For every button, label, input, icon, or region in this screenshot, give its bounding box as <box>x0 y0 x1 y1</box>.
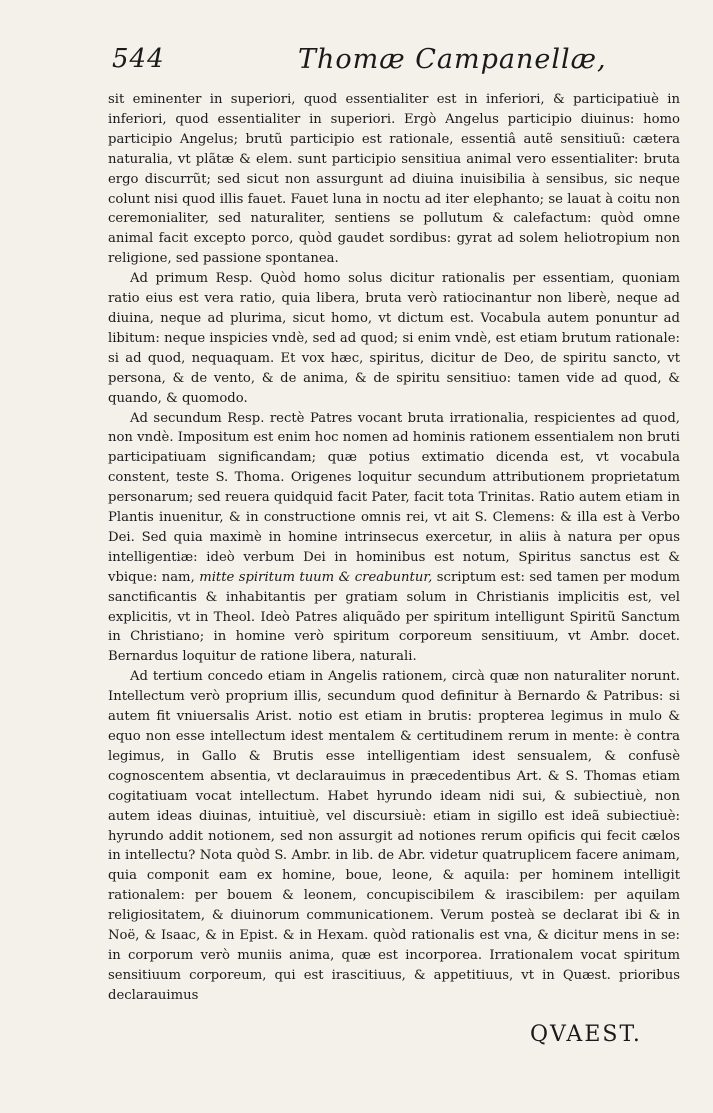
catchword: QVAEST. <box>530 1022 642 1047</box>
paragraph-3-text-before: Ad secundum Resp. rectè Patres vocant bruta irrationalia, respicientes ad quod, non vndè. Impositum est enim hoc nomen ad hominis rationem essentialem non bruti participatiuam significandam; quæ potius extimatio dicenda est, vt vocabula constent, teste S. Thoma. Origenes loquitur secundum attributionem proprietatum personarum; sed reuera quidquid facit Pater, facit tota Trinitas. Ratio autem etiam in Plantis inuenitur, & in constructione omnis rei, vt ait S. Clemens: & illa est à Verbo Dei. Sed quia maximè in homine intrinsecus exercetur, in aliis à natura per opus intelligentiæ: ideò verbum Dei in hominibus est notum, Spiritus sanctus est & vbique: nam, <box>108 410 680 585</box>
paragraph-3 <box>108 409 680 668</box>
body-text <box>108 90 680 1006</box>
paragraph-1: sit eminenter in superiori, quod essentialiter est in inferiori, & participatiuè in inferiori, quod essentialiter in superiori. Ergò Angelus participio diuinus: homo participio Angelus; brutũ participio est rationale, essentiâ autẽ sensitiuũ: cætera naturalia, vt plãtæ & elem. sunt participio sensitiua animal vero essentialiter: bruta ergo discurrũt; sed sicut non assurgunt ad diuina inuisibilia à sensibus, sic neque colunt nisi quod illis fauet. Fauet luna in noctu ad iter elephanto; se lauat à coitu non ceremonialiter, sed naturaliter, sentiens se pollutum & calefactum: quòd omne animal facit excepto porco, quòd gaudet sordibus: gyrat ad solem heliotropium non religione, sed passione spontanea. <box>108 92 680 267</box>
paragraph-4: Ad tertium concedo etiam in Angelis rationem, circà quæ non naturaliter norunt. Intellectum verò proprium illis, secundum quod definitur à Bernardo & Patribus: si autem fit vniuersalis Arist. notio est etiam in brutis: propterea legimus in mulo & equo non esse intellectum idest mentalem & certitudinem rerum in mente: è contra legimus, in Gallo & Brutis esse intelligentiam idest sensualem, & confusè cognoscentem absentia, vt declarauimus in præcedentibus Art. & S. Thomas etiam cogitatiuam vocat intellectum. Habet hyrundo ideam nidi sui, & subiectiuè, non autem ideas diuinas, intuitiuè, vel discursiuè: etiam in sigillo est ideã subiectiuè: hyrundo addit notionem, sed non assurgit ad notiones rerum opificis qui fecit cælos in intellectu? Nota quòd S. Ambr. in lib. de Abr. videtur quatruplicem facere animam, quia componit eam ex homine, boue, leone, & aquila: per hominem intelligit rationalem: per bouem & leonem, concupiscibilem & irascibilem: per aquilam religiositatem, & diuinorum communicationem. Verum posteà se declarat ibi & in Noë, & Isaac, & in Epist. & in Hexam. quòd rationalis est vna, & dicitur mens in se: in corporum verò muniis anima, quæ est incorporea. Irrationalem vocat spiritum sensitiuum corporeum, qui est irascitiuus, & appetitiuus, vt in Quæst. prioribus declarauimus <box>108 669 680 1003</box>
paragraph-3-text-after: scriptum est: sed tamen per modum sanctificantis & inhabitantis per gratiam solum in Christianis implicitis est, vel explicitis, vt in Theol. Ideò Patres aliquãdo per spiritum intelligunt Spiritũ Sanctum in Christiano; in homine verò spiritum corporeum sensitiuum, vt Ambr. docet. Bernardus loquitur de ratione libera, naturali. <box>108 569 681 665</box>
paragraph-3-italic-quote: mitte spiritum tuum & creabuntur, <box>199 569 433 585</box>
page-header <box>108 44 683 88</box>
page-number: 544 <box>112 44 165 74</box>
paragraph-2: Ad primum Resp. Quòd homo solus dicitur rationalis per essentiam, quoniam ratio eius est vera ratio, quia libera, bruta verò ratiocinantur non liberè, neque ad diuina, neque ad plurima, sicut homo, vt dictum est. Vocabula autem ponuntur ad libitum: neque inspicies vndè, sed ad quod; si enim vndè, est etiam brutum rationale: si ad quod, nequaquam. Et vox hæc, spiritus, dicitur de Deo, de spiritu sancto, vt persona, & de vento, & de anima, & de spiritu sensitiuo: tamen vide ad quod, & quando, & quomodo. <box>108 271 680 406</box>
book-page <box>108 44 683 1003</box>
running-head: Thomæ Campanellæ, <box>298 44 607 75</box>
